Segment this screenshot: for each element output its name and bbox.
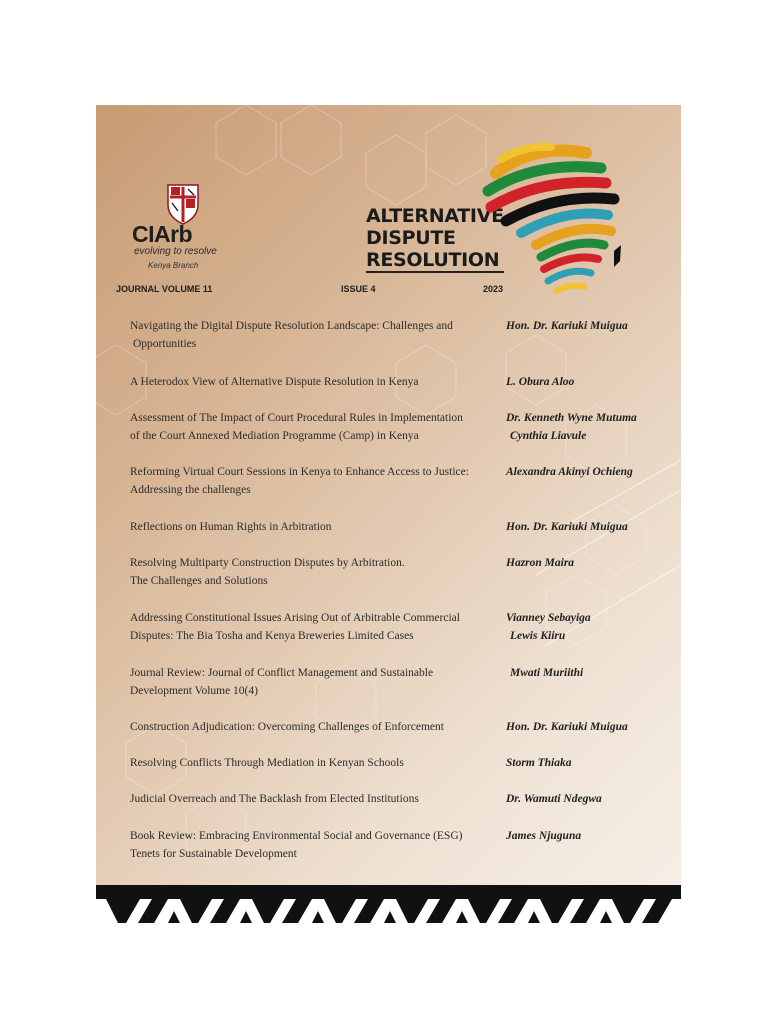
crest-icon bbox=[166, 183, 200, 225]
toc-item-8-title: Journal Review: Journal of Conflict Management and Sustainable Development Volume 10(4) bbox=[130, 667, 434, 697]
org-branch: Kenya Branch bbox=[148, 261, 199, 270]
toc-item-5-author: Hon. Dr. Kariuki Muigua bbox=[506, 521, 628, 533]
toc-item-11-title: Judicial Overreach and The Backlash from Elected Institutions bbox=[130, 793, 419, 805]
toc-item-10-title: Resolving Conflicts Through Mediation in Kenyan Schools bbox=[130, 757, 404, 769]
toc-item-4-author: Alexandra Akinyi Ochieng bbox=[506, 466, 633, 478]
toc-item-1-title: Navigating the Digital Dispute Resolution Landscape: Challenges and Opportunities bbox=[130, 320, 453, 350]
journal-title-line-2: DISPUTE bbox=[366, 227, 456, 249]
toc-item-9-title: Construction Adjudication: Overcoming Challenges of Enforcement bbox=[130, 721, 444, 733]
toc-item-7-title: Addressing Constitutional Issues Arising Out of Arbitrable Commercial Disputes: The Bia Tosha and Kenya Breweries Limited Cases bbox=[130, 612, 460, 642]
toc-item-10-author: Storm Thiaka bbox=[506, 757, 572, 769]
toc-item-5-title: Reflections on Human Rights in Arbitration bbox=[130, 521, 332, 533]
toc-item-3-title: Assessment of The Impact of Court Procedural Rules in Implementation of the Court Annexed Mediation Programme (Camp) in Kenya bbox=[130, 412, 463, 442]
journal-volume: JOURNAL VOLUME 11 bbox=[116, 284, 213, 294]
toc-item-1-author: Hon. Dr. Kariuki Muigua bbox=[506, 320, 628, 332]
journal-title-line-3: RESOLUTION bbox=[366, 249, 500, 271]
org-logo-text: CIArb bbox=[132, 221, 193, 247]
africa-map-icon bbox=[476, 133, 626, 303]
toc-item-3-author: Dr. Kenneth Wyne Mutuma Cynthia Liavule bbox=[506, 412, 637, 442]
toc-item-12-author: James Njuguna bbox=[506, 830, 582, 842]
toc-item-12-title: Book Review: Embracing Environmental Social and Governance (ESG) Tenets for Sustainable Development bbox=[130, 830, 463, 860]
toc-item-4-title: Reforming Virtual Court Sessions in Kenya to Enhance Access to Justice: Addressing the challenges bbox=[130, 466, 469, 496]
journal-title-line-1: ALTERNATIVE bbox=[366, 205, 504, 227]
toc-item-8-author: Mwati Muriithi bbox=[510, 667, 584, 679]
toc-item-11-author: Dr. Wamuti Ndegwa bbox=[506, 793, 602, 805]
journal-cover bbox=[96, 105, 681, 923]
toc-item-2-author: L. Obura Aloo bbox=[506, 376, 575, 388]
zigzag-border-band bbox=[96, 885, 681, 923]
toc-item-6-author: Hazron Maira bbox=[506, 557, 575, 569]
toc-item-7-author: Vianney Sebayiga Lewis Kiiru bbox=[506, 612, 591, 642]
journal-year: 2023 bbox=[483, 284, 504, 294]
toc-item-6-title: Resolving Multiparty Construction Disputes by Arbitration. The Challenges and Solutions bbox=[130, 557, 405, 587]
toc-item-9-author: Hon. Dr. Kariuki Muigua bbox=[506, 721, 628, 733]
toc-item-2-title: A Heterodox View of Alternative Dispute Resolution in Kenya bbox=[130, 376, 419, 388]
org-tagline: evolving to resolve bbox=[134, 246, 217, 257]
journal-issue: ISSUE 4 bbox=[341, 284, 376, 294]
